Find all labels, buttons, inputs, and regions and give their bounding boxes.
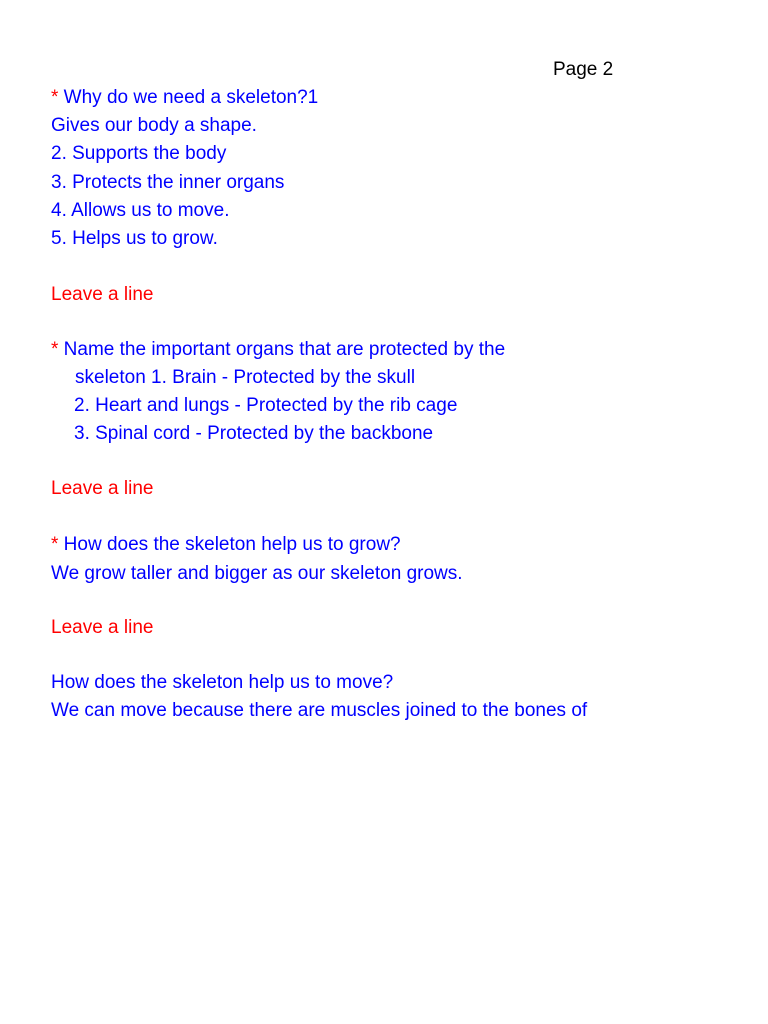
answer-line: 2. Heart and lungs - Protected by the rib cage <box>74 395 458 416</box>
answer-line: Gives our body a shape. <box>51 115 257 136</box>
answer-line: We grow taller and bigger as our skeleton grows. <box>51 563 463 584</box>
leave-a-line-instruction: Leave a line <box>51 284 154 305</box>
question-why-skeleton <box>51 84 318 112</box>
question-bullet: * <box>51 339 59 360</box>
question-text: Why do we need a skeleton?1 <box>58 87 319 108</box>
answer-line: 3. Protects the inner organs <box>51 172 285 193</box>
question-bullet: * <box>51 87 59 108</box>
page-number: Page 2 <box>553 59 614 80</box>
answer-line: skeleton 1. Brain - Protected by the skull <box>75 367 416 388</box>
leave-a-line-instruction: Leave a line <box>51 617 154 638</box>
answer-line: 2. Supports the body <box>51 143 227 164</box>
question-bullet: * <box>51 534 59 555</box>
question-text: How does the skeleton help us to grow? <box>58 534 401 555</box>
answer-line: 4. Allows us to move. <box>51 200 230 221</box>
answer-line: 3. Spinal cord - Protected by the backbone <box>74 423 434 444</box>
question-skeleton-move: How does the skeleton help us to move? <box>51 672 394 693</box>
question-text: Name the important organs that are protected by the <box>58 339 506 360</box>
leave-a-line-instruction: Leave a line <box>51 478 154 499</box>
question-protected-organs <box>51 336 505 364</box>
answer-line: 5. Helps us to grow. <box>51 228 218 249</box>
answer-line: We can move because there are muscles joined to the bones of <box>51 700 588 721</box>
question-skeleton-grow <box>51 531 401 559</box>
